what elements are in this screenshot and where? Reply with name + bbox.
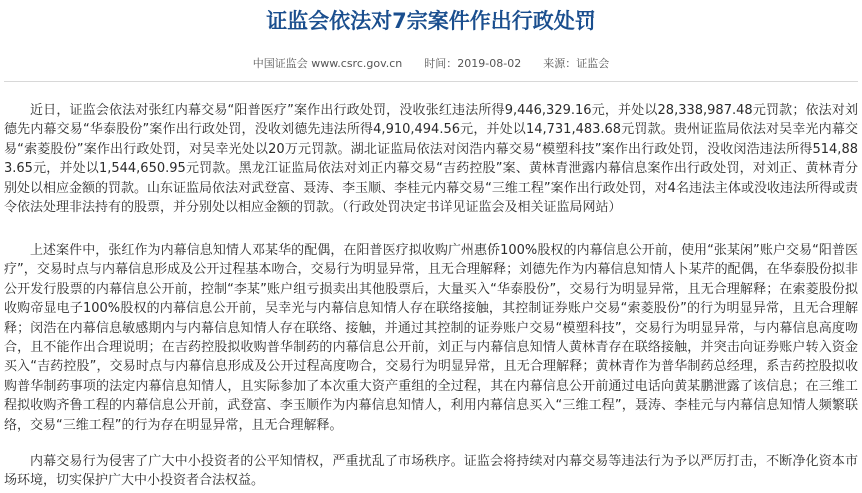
article-meta: [0, 56, 862, 72]
divider: [4, 81, 858, 82]
meta-source-site: 中国证监会 www.csrc.gov.cn: [252, 57, 403, 70]
meta-origin: 来源：证监会: [543, 57, 610, 70]
paragraph-2: 上述案件中，张红作为内幕信息知情人邓某华的配偶，在阳普医疗拟收购广州惠侨100%股权的内幕信息公开前，使用“张某闲”账户交易“阳普医疗”，交易时点与内幕信息形成及公开过程基本吻合，交易行为明显异常，且无合理解释；刘德先作为内幕信息知情人卜某芹的配偶，在华泰股份拟非公开发行股票的内幕信息公开前，控制“李某”账户组亏损卖出其他股票后，大量买入“华泰股份”，交易行为明显异常，且无合理解释；在索菱股份拟收购帝显电子100%股权的内幕信息公开前，吴幸光与内幕信息知情人存在联络接触，其控制证券账户交易“索菱股份”的行为明显异常，且无合理解释；闵浩在内幕信息敏感期内与内幕信息知情人存在联络、接触，并通过其控制的证券账户交易“模塑科技”，交易行为明显异常，与内幕信息高度吻合，且不能作出合理说明；在吉药控股拟收购普华制药的内幕信息公开前，刘正与内幕信息知情人黄林青存在联络接触，并突击向证券账户转入资金买入“吉药控股”，交易时点与内幕信息形成及公开过程高度吻合，交易行为明显异常，且无合理解释；黄林青作为普华制药总经理，系吉药控股拟收购普华制药事项的法定内幕信息知情人，且实际参加了本次重大资产重组的全过程，其在内幕信息公开前通过电话向黄某鹏泄露了该信息；在三维工程拟收购齐鲁工程的内幕信息公开前，武登富、李玉顺作为内幕信息知情人，利用内幕信息买入“三维工程”，聂涛、李桂元与内幕信息知情人频繁联络，交易“三维工程”的行为存在明显异常，且无合理解释。: [4, 243, 858, 433]
paragraph-1: 近日，证监会依法对张红内幕交易“阳普医疗”案作出行政处罚，没收张红违法所得9,446,329.16元，并处以28,338,987.48元罚款；依法对刘德先内幕交易“华泰股份”案作出行政处罚，没收刘德先违法所得4,910,494.56元，并处以14,731,483.68元罚款。贵州证监局依法对吴幸光内幕交易“索菱股份”案作出行政处罚，对吴幸光处以20万元罚款。湖北证监局依法对闵浩内幕交易“模塑科技”案作出行政处罚，没收闵浩违法所得514,883.65元，并处以1,544,650.95元罚款。黑龙江证监局依法对刘正内幕交易“吉药控股”案、黄林青泄露内幕信息案作出行政处罚，对刘正、黄林青分别处以相应金额的罚款。山东证监局依法对武登富、聂涛、李玉顺、李桂元内幕交易“三维工程”案作出行政处罚，对4名违法主体或没收违法所得或责令依法处理非法持有的股票，并分别处以相应金额的罚款。（行政处罚决定书详见证监会及相关证监局网站）: [4, 103, 858, 216]
article-title: 证监会依法对7宗案件作出行政处罚: [266, 9, 596, 33]
meta-time: 时间：2019-08-02: [424, 57, 522, 70]
paragraph-3: 内幕交易行为侵害了广大中小投资者的公平知情权，严重扰乱了市场秩序。证监会将持续对内幕交易等违法行为予以严厉打击，不断净化资本市场环境，切实保护广大中小投资者合法权益。: [4, 454, 858, 489]
